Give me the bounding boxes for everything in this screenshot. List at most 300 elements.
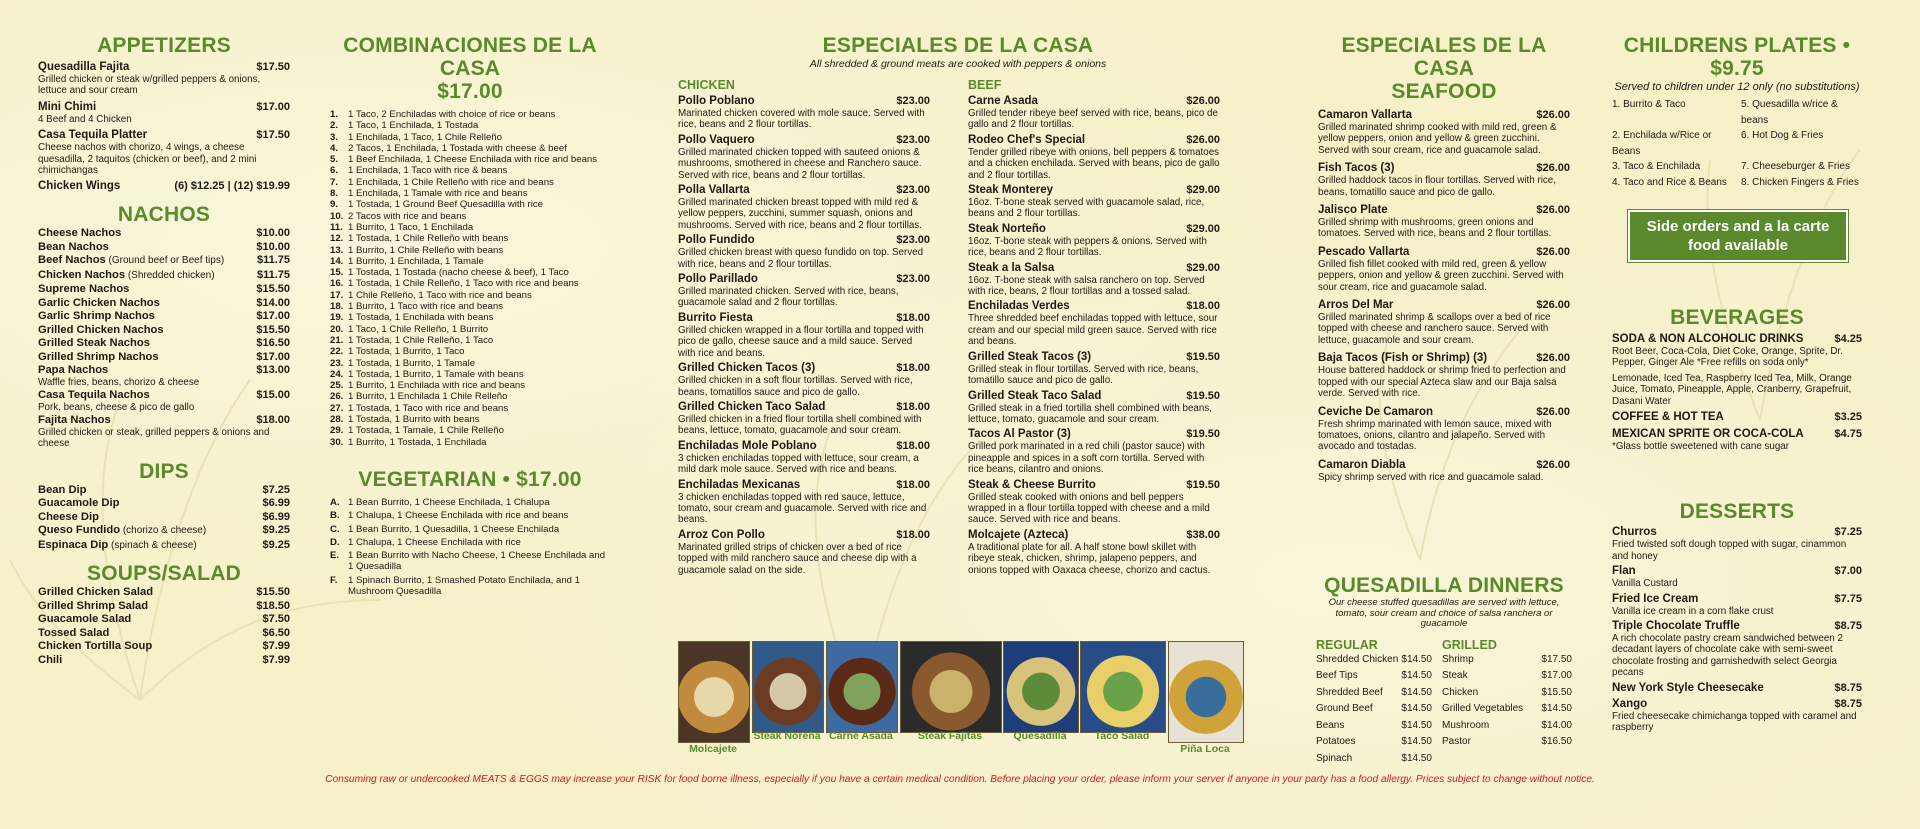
menu-item — [38, 297, 290, 310]
menu-item-row — [678, 529, 930, 542]
menu-item-description: Grilled steak cooked with onions and bell peppers wrapped in a flour tortilla topped with cheese and a mild sauce. Served with rice and beans. — [968, 491, 1210, 526]
seafood-title-2: SEAFOOD — [1391, 80, 1497, 103]
menu-item-row — [38, 254, 290, 268]
quesadilla-price: $14.50 — [1401, 653, 1432, 665]
vegetarian-item — [330, 550, 610, 573]
menu-item-name-text: New York Style Cheesecake — [1612, 681, 1764, 694]
vegetarian-item — [330, 575, 610, 598]
menu-item — [1318, 109, 1570, 156]
menu-item-name-text: Pollo Vaquero — [678, 133, 755, 146]
menu-item-name-text: Grilled Chicken Salad — [38, 586, 154, 599]
combination-text: 1 Burrito, 1 Enchilada with rice and beans — [348, 380, 526, 392]
menu-item-name — [1612, 565, 1636, 578]
menu-item — [38, 497, 290, 510]
menu-item-name-text: Tossed Salad — [38, 626, 110, 639]
menu-item-name-text: Steak Norteño — [968, 222, 1046, 235]
menu-item-price: $23.00 — [896, 234, 930, 247]
menu-item-price: $18.00 — [896, 311, 930, 324]
menu-item-name — [968, 95, 1038, 108]
menu-item-price: $38.00 — [1186, 528, 1220, 541]
menu-item-name-text: Triple Chocolate Truffle — [1612, 620, 1740, 633]
menu-item-name-text: Grilled Steak Tacos (3) — [968, 350, 1092, 363]
photo-caption: Carne Asada — [829, 730, 893, 742]
menu-item — [968, 390, 1220, 426]
menu-item-name — [38, 351, 159, 364]
quesadilla-regular — [1316, 634, 1432, 768]
combination-text: 1 Enchilada, 1 Tamale with rice and beans — [348, 188, 528, 200]
menu-item-price: $4.25 — [1834, 333, 1862, 345]
combination-item — [330, 346, 610, 357]
menu-item-price: $17.50 — [256, 129, 290, 142]
combination-item — [330, 188, 610, 199]
menu-item — [38, 364, 290, 388]
menu-item-row — [38, 627, 290, 640]
menu-item-name — [38, 511, 99, 524]
menu-item-name — [38, 539, 197, 553]
regular-list — [1316, 652, 1432, 768]
menu-item-row — [1318, 204, 1570, 217]
menu-item-description: Grilled haddock tacos in flour tortillas. Served with rice, beans, tomatillo sauce and pico de gallo. — [1318, 175, 1556, 198]
appetizers-title: APPETIZERS — [97, 34, 231, 57]
menu-item-description: Fried twisted soft dough topped with sugar, cinammon and honey — [1612, 539, 1847, 562]
quesadilla-item — [1442, 668, 1572, 685]
vegetarian-title: VEGETARIAN • $17.00 — [358, 467, 582, 491]
combination-text: 1 Burrito, 1 Taco, 1 Enchilada — [348, 221, 474, 233]
menu-item — [678, 134, 930, 181]
menu-item-name-text: Bean Dip — [38, 483, 87, 496]
quesadilla-item — [1442, 718, 1572, 735]
menu-item-name — [1612, 411, 1724, 424]
especiales-subtitle: All shredded & ground meats are cooked with peppers & onions — [809, 58, 1107, 70]
quesadilla-item — [1316, 718, 1432, 735]
quesadilla-item — [1316, 668, 1432, 685]
menu-item — [968, 428, 1220, 475]
menu-item-price: $29.00 — [1186, 184, 1220, 197]
quesadilla-name: Chicken — [1442, 686, 1479, 698]
menu-item-name-text: Steak Monterey — [968, 184, 1054, 197]
menu-item — [38, 524, 290, 538]
menu-item-name — [968, 428, 1071, 441]
menu-item — [38, 389, 290, 413]
menu-item — [1612, 373, 1862, 407]
menu-item-name-text: Xango — [1612, 697, 1648, 710]
menu-item — [678, 184, 930, 231]
combination-number: 25. — [330, 380, 344, 392]
menu-item-name-text: Steak & Cheese Burrito — [968, 478, 1096, 491]
quesadilla-item — [1316, 751, 1432, 768]
menu-item — [1612, 526, 1862, 562]
menu-item-name-text: Grilled Shrimp Nachos — [38, 350, 159, 363]
combination-item — [330, 380, 610, 391]
column-combinaciones — [330, 34, 610, 599]
combination-item — [330, 165, 610, 176]
menu-item-name — [38, 337, 150, 350]
menu-item-row — [1612, 411, 1862, 424]
menu-item-name — [38, 586, 153, 599]
menu-item-row — [968, 428, 1220, 441]
menu-item-name-text: Carne Asada — [968, 95, 1038, 107]
combination-number: 28. — [330, 414, 344, 426]
menu-item-price: $15.50 — [256, 323, 290, 336]
menu-item-name-text: Cheese Dip — [38, 510, 99, 523]
combination-number: 3. — [330, 131, 339, 143]
childrens-item: 6. Hot Dog & Fries — [1741, 130, 1824, 141]
menu-item-name — [1612, 333, 1803, 346]
menu-item-price: $9.25 — [262, 538, 290, 551]
combination-number: 18. — [330, 301, 344, 313]
menu-item — [38, 654, 290, 667]
dips-list — [38, 484, 290, 553]
menu-item-price: $23.00 — [896, 95, 930, 107]
vegetarian-letter: A. — [330, 496, 340, 508]
menu-item-description: 4 Beef and 4 Chicken — [38, 113, 132, 125]
combinaciones-title: COMBINACIONES DE LA CASA — [343, 34, 597, 80]
menu-item-name-text: Grilled Chicken Tacos (3) — [678, 362, 816, 375]
combination-number: 12. — [330, 233, 344, 245]
menu-item — [38, 241, 290, 254]
menu-item-price: $7.75 — [1834, 592, 1862, 605]
combination-item — [330, 256, 610, 267]
childrens-title: CHILDRENS PLATES • $9.75 — [1623, 34, 1851, 80]
menu-item-name — [1318, 299, 1393, 312]
menu-item-name-text: Jalisco Plate — [1318, 204, 1388, 217]
menu-item-row — [678, 312, 930, 325]
combination-number: 29. — [330, 425, 344, 437]
menu-item-price: $18.00 — [1186, 300, 1220, 313]
menu-item — [1612, 333, 1862, 369]
menu-item-price: $23.00 — [896, 184, 930, 197]
combination-text: 1 Tostada, 1 Chile Relleño, 1 Taco with rice and beans — [348, 278, 579, 290]
combinaciones-list — [330, 109, 610, 448]
menu-item-name-text: Mini Chimi — [38, 100, 97, 113]
quesadilla-item — [1442, 701, 1572, 718]
menu-item-description: Grilled steak in flour tortillas. Served with rice, beans, tomatillo sauce and pico de gallo. — [968, 363, 1199, 387]
quesadilla-subtitle: Our cheese stuffed quesadillas are served with lettuce, tomato, sour cream and choice of salsa ranchera or guacamole — [1328, 597, 1560, 629]
menu-item-row — [1318, 352, 1570, 365]
combination-text: 1 Taco, 1 Chile Relleño, 1 Burrito — [348, 323, 489, 335]
combination-number: 7. — [330, 176, 339, 188]
menu-item — [678, 234, 930, 270]
combination-item — [330, 143, 610, 154]
combination-text: 1 Tostada, 1 Enchilada with beans — [348, 312, 494, 324]
menu-item-description: Fried cheesecake chimichanga topped with caramel and raspberry — [1612, 710, 1857, 734]
menu-item-price: $7.99 — [262, 653, 290, 666]
menu-item — [38, 351, 290, 364]
menu-item-row — [968, 262, 1220, 275]
menu-item-name — [968, 351, 1091, 364]
menu-item-name-text: Churros — [1612, 526, 1657, 539]
menu-item-description: Grilled chicken in a fried flour tortilla shell combined with beans, lettuce, tomato, guacamole and sour cream. — [678, 413, 922, 437]
menu-item-name — [38, 227, 121, 240]
menu-item-description: Waffle fries, beans, chorizo & cheese — [38, 376, 200, 388]
menu-item — [38, 414, 290, 449]
menu-item-row — [1612, 620, 1862, 633]
menu-item-name — [968, 529, 1068, 542]
menu-item-name-text: Fish Tacos (3) — [1318, 162, 1395, 175]
menu-item-name-text: Quesadilla Fajita — [38, 61, 130, 73]
menu-item — [38, 484, 290, 497]
menu-item-row — [38, 297, 290, 310]
beverages-title: BEVERAGES — [1670, 306, 1804, 329]
menu-item-price: $9.25 — [262, 524, 290, 537]
combination-item — [330, 369, 610, 380]
desserts-title: DESSERTS — [1679, 500, 1795, 524]
menu-item-name-text: Casa Tequila Platter — [38, 129, 148, 142]
seafood-title-1: ESPECIALES DE LA CASA — [1341, 34, 1547, 80]
menu-item-price: $15.50 — [256, 283, 290, 296]
menu-item-row — [38, 524, 290, 538]
combination-item — [330, 324, 610, 335]
menu-item-name — [1318, 204, 1388, 217]
combinaciones-price: $17.00 — [437, 80, 503, 103]
menu-item-name-text: Flan — [1612, 565, 1636, 578]
menu-item — [1318, 162, 1570, 198]
menu-item-name-text: Beef Nachos — [38, 254, 106, 267]
menu-item — [678, 529, 930, 576]
menu-item-name — [38, 297, 160, 310]
menu-item-row — [1318, 406, 1570, 419]
combination-text: 1 Tostada, 1 Burrito, 1 Tamale — [348, 357, 476, 369]
quesadilla-item — [1316, 652, 1432, 669]
combination-number: 1. — [330, 109, 339, 120]
combination-text: 1 Tostada, 1 Chile Relleño with beans — [348, 233, 509, 245]
menu-item-row — [38, 269, 290, 283]
menu-item-price: $13.00 — [256, 364, 290, 377]
menu-item-price: $18.00 — [896, 478, 930, 491]
seafood-list — [1318, 109, 1570, 483]
menu-item-name-text: Polla Vallarta — [678, 184, 750, 197]
menu-item-price: $26.00 — [1536, 204, 1570, 217]
menu-item — [968, 300, 1220, 347]
menu-item-row — [1612, 526, 1862, 539]
menu-item — [38, 627, 290, 640]
combination-text: 1 Tostada, 1 Burrito, 1 Taco — [348, 346, 465, 358]
menu-item — [38, 539, 290, 553]
menu-item-name-text: Pollo Poblano — [678, 95, 755, 107]
combination-number: 14. — [330, 255, 344, 267]
menu-item-name — [1612, 698, 1647, 711]
combination-number: 9. — [330, 199, 339, 211]
menu-item-price: $14.00 — [256, 296, 290, 309]
menu-item-row — [968, 95, 1220, 108]
combination-text: 1 Tostada, 1 Burrito with beans — [348, 414, 480, 426]
menu-item-description: Root Beer, Coca-Cola, Diet Coke, Orange, Sprite, Dr. Pepper, Ginger Ale *Free refills on soda only* — [1612, 346, 1843, 369]
dips-title: DIPS — [139, 459, 189, 483]
quesadilla-price: $14.50 — [1401, 736, 1432, 747]
menu-item-description: Grilled marinated shrimp cooked with mild red, green & yellow peppers, onion and yellow & green zucchini. Served with sour cream, rice and guacamole salad. — [1318, 122, 1557, 156]
menu-item — [968, 351, 1220, 387]
menu-item-price: $18.00 — [896, 439, 930, 452]
quesadilla-price: $14.50 — [1401, 752, 1432, 764]
combination-item — [330, 132, 610, 143]
vegetarian-item — [330, 524, 610, 535]
menu-item-row — [1612, 565, 1862, 578]
quesadilla-name: Mushroom — [1442, 719, 1490, 731]
menu-item — [968, 134, 1220, 181]
menu-item-description: House battered haddock or shrimp fried to perfection and topped with our special Azteca slaw and our Baja salsa verde. Served with rice. — [1318, 365, 1566, 400]
menu-item-note: (spinach & cheese) — [108, 539, 197, 551]
menu-item-row — [38, 310, 290, 323]
menu-item-row — [678, 440, 930, 453]
menu-item — [1612, 698, 1862, 734]
menu-item — [38, 227, 290, 240]
food-photo — [752, 641, 824, 733]
vegetarian-letter: D. — [330, 536, 340, 548]
combination-item — [330, 358, 610, 369]
combination-text: 1 Enchilada, 1 Taco with rice & beans — [348, 165, 508, 177]
menu-item-name — [38, 364, 108, 377]
menu-item-name — [1318, 352, 1487, 365]
menu-item-price: $15.50 — [256, 586, 290, 599]
menu-item — [968, 184, 1220, 220]
menu-item-name — [678, 479, 800, 492]
menu-item — [38, 101, 290, 125]
combination-text: 1 Burrito, 1 Taco with rice and beans — [348, 301, 504, 313]
food-photo — [1003, 641, 1079, 733]
menu-item-name-text: Chicken Nachos — [38, 268, 126, 281]
combination-number: 21. — [330, 334, 344, 346]
menu-item-name-text: Chili — [38, 653, 63, 666]
menu-item-name — [1318, 162, 1394, 175]
combination-item — [330, 301, 610, 312]
menu-item-name-text: Burrito Fiesta — [678, 311, 753, 324]
combination-item — [330, 414, 610, 425]
menu-item — [38, 640, 290, 653]
menu-item-price: $26.00 — [1536, 405, 1570, 418]
menu-item-name — [38, 101, 96, 114]
menu-item-row — [38, 497, 290, 510]
menu-item-note: (Shredded chicken) — [125, 269, 215, 281]
menu-item-description: Lemonade, Iced Tea, Raspberry Iced Tea, Milk, Orange Juice, Tomato, Pineapple, Apple, Cranberry, Grapefruit, Dasani Water — [1612, 372, 1852, 407]
menu-item-price: $18.00 — [896, 528, 930, 541]
combination-text: 1 Tostada, 1 Burrito, 1 Tamale with beans — [348, 368, 524, 380]
menu-item-row — [38, 389, 290, 402]
menu-item-name-text: Enchiladas Mole Poblano — [678, 439, 817, 452]
combination-item — [330, 233, 610, 244]
childrens-item: 7. Cheeseburger & Fries — [1741, 161, 1850, 172]
menu-item-name — [1318, 459, 1406, 472]
combination-number: 19. — [330, 312, 344, 324]
combination-item — [330, 245, 610, 256]
menu-item-price: $19.50 — [1186, 350, 1220, 363]
combination-item — [330, 391, 610, 402]
combination-number: 26. — [330, 391, 344, 403]
menu-item-name — [38, 654, 62, 667]
photo-caption: Molcajete — [689, 743, 737, 755]
vegetarian-list — [330, 497, 610, 597]
menu-item-name — [38, 484, 87, 497]
allergy-disclaimer: Consuming raw or undercooked MEATS & EGGS may increase your RISK for food borne illness, especially if you have a certain medical condition. Before placing your order, please inform your server if anyone in your party has a food allergy. Prices subject to change without notice. — [325, 774, 1595, 785]
menu-item-description: Grilled marinated chicken. Served with rice, beans, guacamole salad and 2 flour tortillas. — [678, 286, 899, 309]
menu-item — [38, 324, 290, 337]
combination-number: 10. — [330, 210, 344, 222]
menu-item-name — [678, 234, 755, 247]
vegetarian-letter: E. — [330, 550, 340, 562]
combination-item — [330, 222, 610, 233]
combination-item — [330, 267, 610, 278]
menu-item-description: A traditional plate for all. A half stone bowl skillet with ribeye steak, chicken, shrimp, jalapeno peppers, and onions topped with Oaxaca cheese, chorizo and cactus. — [968, 541, 1211, 576]
menu-item-name — [968, 223, 1046, 236]
quesadilla-price: $14.50 — [1401, 670, 1432, 681]
menu-item-row — [38, 324, 290, 337]
combination-text: 1 Tostada, 1 Chile Relleño, 1 Taco — [348, 334, 494, 346]
menu-item-description: Spicy shrimp served with rice and guacamole salad. — [1318, 471, 1544, 483]
menu-item-row — [38, 351, 290, 364]
quesadilla-title: QUESADILLA DINNERS — [1324, 574, 1564, 597]
menu-item-name — [1612, 428, 1804, 441]
vegetarian-letter: C. — [330, 523, 340, 535]
menu-item — [1612, 682, 1862, 695]
quesadilla-name: Shredded Chicken — [1316, 653, 1399, 665]
menu-item-price: $17.00 — [256, 100, 290, 113]
menu-item-description: Three shredded beef enchiladas topped with lettuce, sour cream and our special mild green sauce. Served with rice and beans. — [968, 313, 1218, 348]
menu-item-description: Grilled shrimp with mushrooms, green onions and tomatoes. Served with rice, beans and 2 flour tortillas. — [1318, 217, 1552, 240]
beverages-list — [1612, 333, 1862, 452]
menu-item — [38, 511, 290, 524]
menu-item-name-text: Garlic Chicken Nachos — [38, 296, 160, 309]
menu-item-price: $19.50 — [1186, 478, 1220, 491]
quesadilla-item — [1442, 734, 1572, 751]
photo-caption: Piña Loca — [1180, 743, 1230, 755]
menu-item-row — [968, 351, 1220, 364]
combination-text: 1 Burrito, 1 Tostada, 1 Enchilada — [348, 436, 487, 448]
food-photo — [900, 641, 1002, 733]
menu-item — [678, 312, 930, 359]
combination-number: 20. — [330, 323, 344, 335]
quesadilla-name: Potatoes — [1316, 736, 1356, 747]
childrens-item: 2. Enchilada w/Rice or Beans — [1612, 130, 1712, 157]
menu-item-name-text: Grilled Chicken Nachos — [38, 323, 164, 336]
vegetarian-text: 1 Chalupa, 1 Cheese Enchilada with rice and beans — [348, 510, 569, 522]
combination-number: 5. — [330, 154, 339, 166]
menu-item — [1318, 299, 1570, 346]
menu-item — [1318, 204, 1570, 240]
photo-caption: Steak Noreña — [753, 730, 821, 742]
menu-item-name — [968, 300, 1070, 313]
menu-item-description: Grilled pork marinated in a red chili (pastor sauce) with pineapple and spices in a soft corn tortilla. Served with rice beans, cilantro and onions. — [968, 441, 1205, 476]
menu-item-name-text: Tacos Al Pastor (3) — [968, 428, 1071, 441]
menu-item — [38, 129, 290, 176]
menu-item-price: $23.00 — [896, 273, 930, 286]
combination-item — [330, 211, 610, 222]
childrens-subtitle: Served to children under 12 only (no substitutions) — [1614, 81, 1860, 93]
menu-item-name-text: Espinaca Dip — [38, 538, 109, 551]
menu-item — [38, 254, 290, 268]
menu-item — [678, 362, 930, 398]
menu-item-row — [38, 613, 290, 626]
quesadilla-price: $14.50 — [1541, 703, 1572, 714]
menu-item-description: Grilled fish fillet cooked with mild red, green & yellow peppers, onion and yellow & green zucchini. Served with sour cream, rice and guacamole salad. — [1318, 258, 1564, 293]
menu-item-name-text: Guacamole Dip — [38, 497, 120, 510]
quesadilla-name: Steak — [1442, 670, 1468, 681]
menu-item-price: $18.00 — [896, 400, 930, 413]
menu-item-name — [678, 95, 755, 108]
combination-item — [330, 199, 610, 210]
childrens-list — [1612, 97, 1862, 190]
menu-item-name — [1318, 406, 1433, 419]
menu-item-name — [38, 497, 119, 510]
menu-item-price: $15.00 — [256, 389, 290, 402]
menu-item-row — [38, 539, 290, 553]
menu-item — [38, 283, 290, 296]
menu-item-row — [38, 180, 290, 193]
combination-item — [330, 109, 610, 120]
menu-item-name — [678, 273, 758, 286]
menu-item-name — [38, 600, 148, 613]
vegetarian-text: 1 Chalupa, 1 Cheese Enchilada with rice — [348, 536, 521, 548]
menu-item-name — [38, 180, 120, 193]
menu-item-row — [968, 184, 1220, 197]
